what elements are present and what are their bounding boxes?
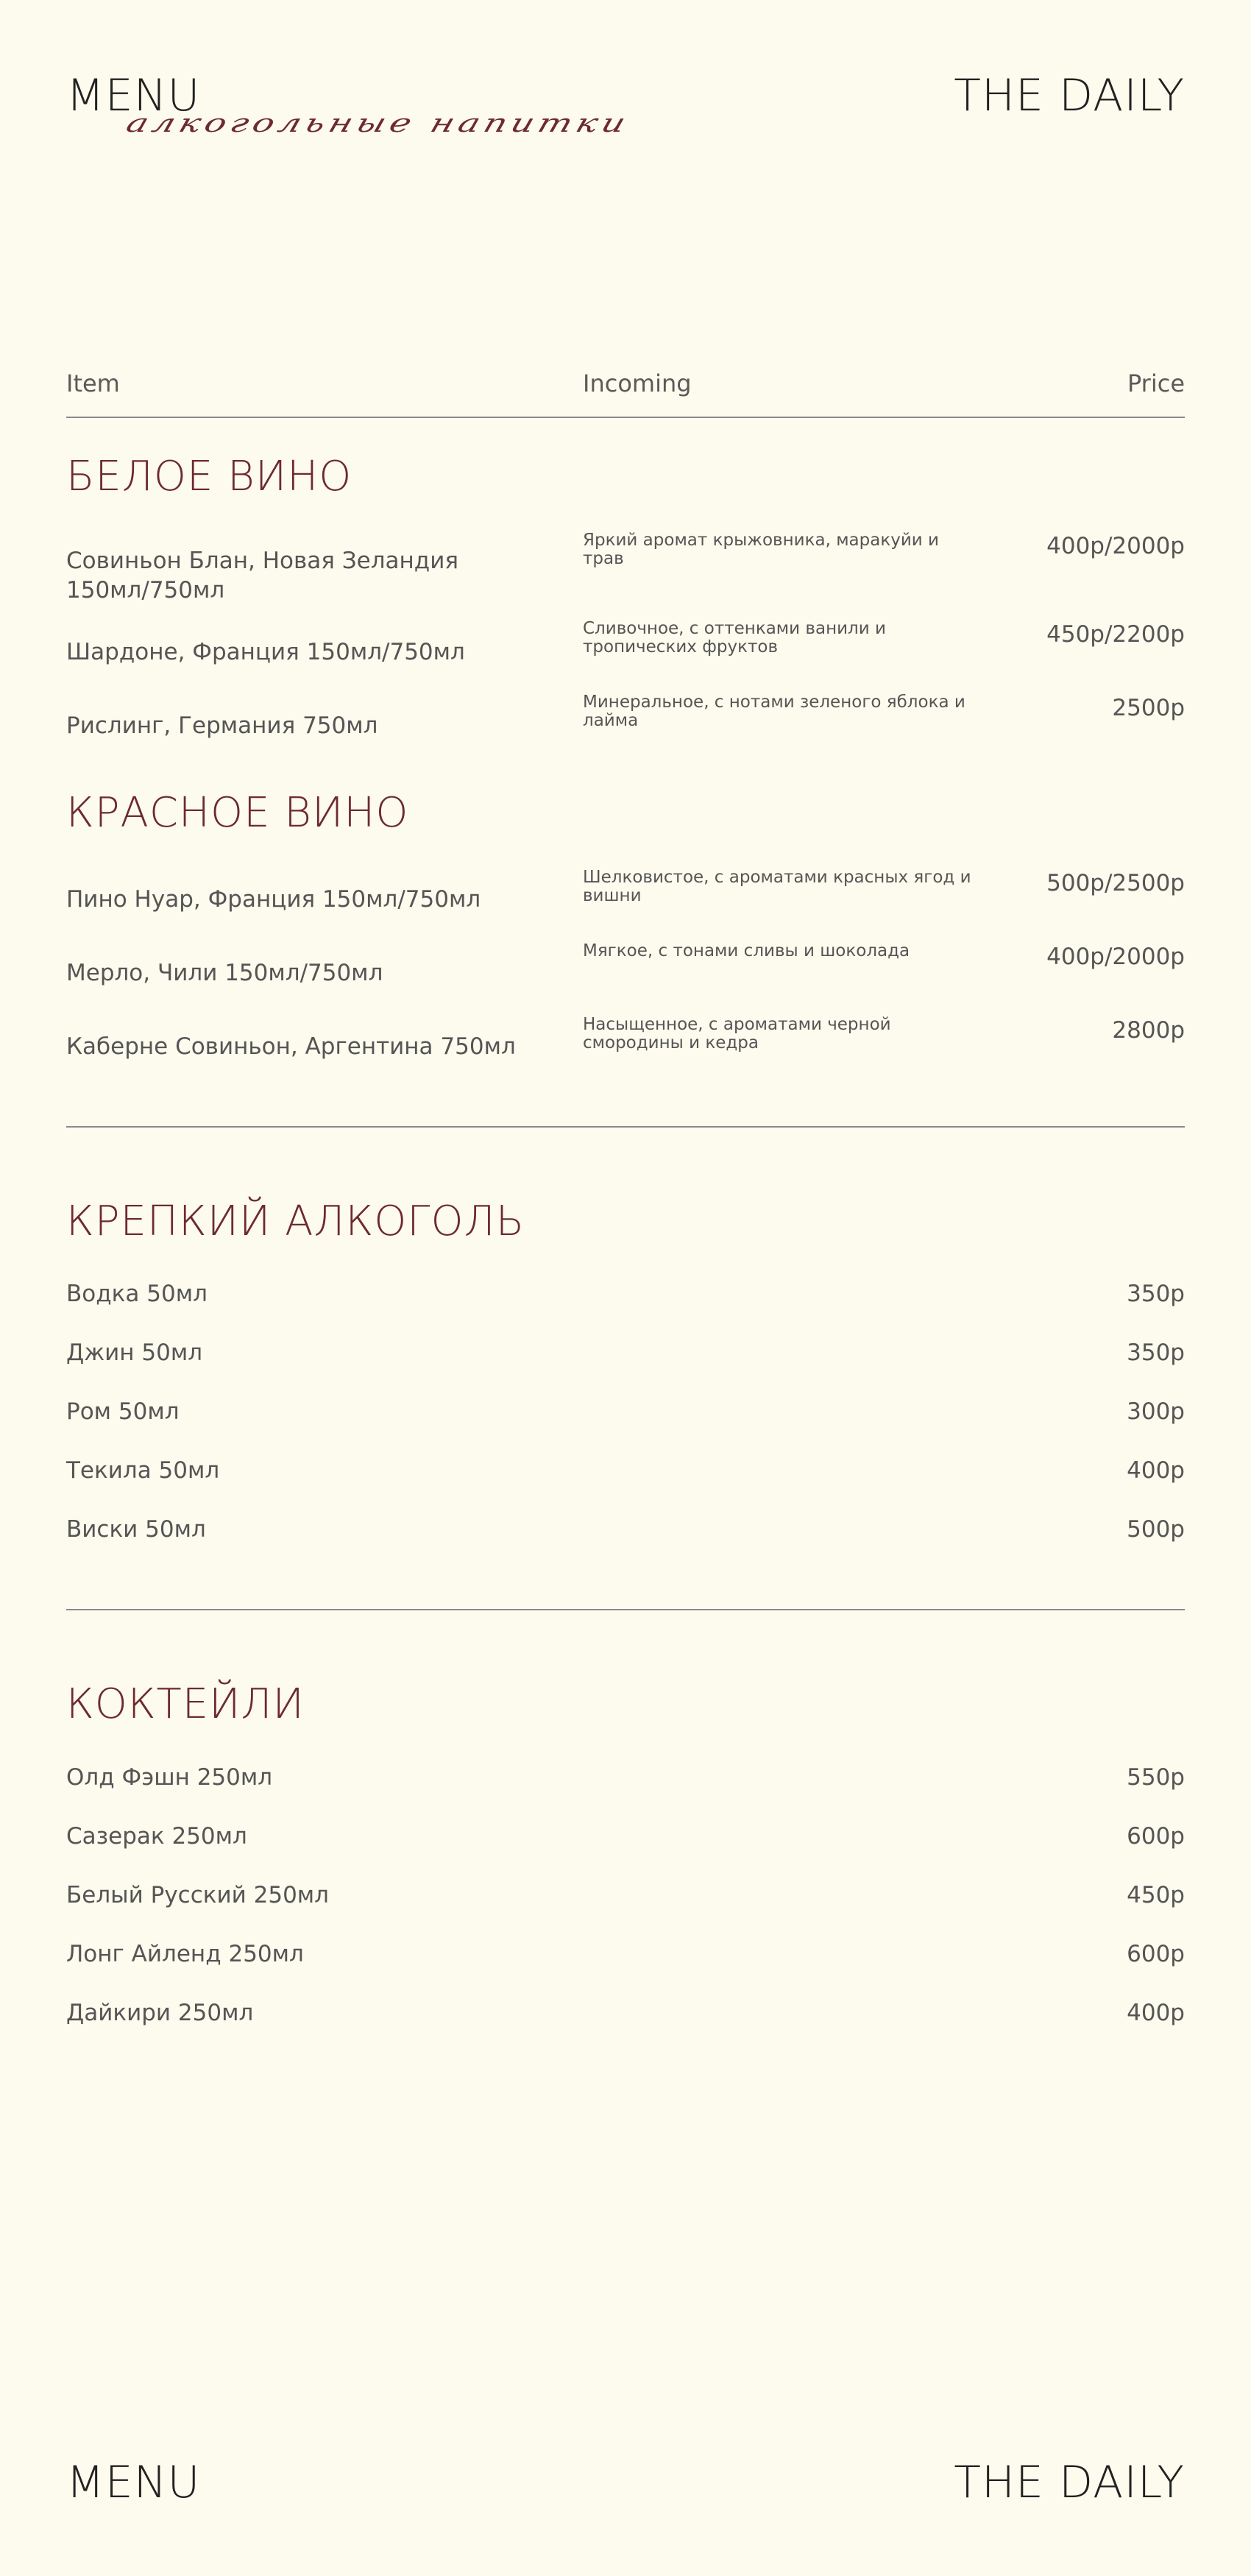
item-price: 450р/2200р bbox=[1046, 621, 1185, 648]
footer-brand-name: THE DAILY bbox=[954, 2457, 1185, 2508]
item-price: 500р/2500р bbox=[1046, 870, 1185, 896]
item-name: Белый Русский 250мл bbox=[66, 1882, 329, 1908]
section-title-white-wine: БЕЛОЕ ВИНО bbox=[66, 453, 352, 500]
item-name: Джин 50мл bbox=[66, 1340, 203, 1366]
item-price: 600р bbox=[1127, 1823, 1185, 1850]
item-description: Сливочное, с оттенками ванили и тропических фруктов bbox=[583, 619, 886, 657]
menu-row bbox=[66, 1283, 1185, 1312]
item-name: Виски 50мл bbox=[66, 1516, 206, 1543]
item-price: 400р/2000р bbox=[1046, 944, 1185, 970]
item-description: Яркий аромат крыжовника, маракуйи и трав bbox=[583, 531, 939, 568]
section-divider bbox=[66, 1126, 1185, 1128]
section-title-spirits: КРЕПКИЙ АЛКОГОЛЬ bbox=[66, 1197, 525, 1245]
item-price: 550р bbox=[1127, 1764, 1185, 1791]
item-name: Шардоне, Франция 150мл/750мл bbox=[66, 639, 465, 665]
item-price: 300р bbox=[1127, 1398, 1185, 1425]
brand-name: THE DAILY bbox=[954, 70, 1185, 121]
menu-row bbox=[66, 1459, 1185, 1489]
item-name: Рислинг, Германия 750мл bbox=[66, 712, 378, 739]
menu-subtitle: алкогольные напитки bbox=[122, 108, 634, 138]
item-name: Дайкири 250мл bbox=[66, 2000, 254, 2026]
item-name: Пино Нуар, Франция 150мл/750мл bbox=[66, 886, 481, 913]
column-header-item: Item bbox=[66, 369, 120, 397]
section-title-cocktails: КОКТЕЙЛИ bbox=[66, 1680, 305, 1728]
item-name: Каберне Совиньон, Аргентина 750мл bbox=[66, 1033, 516, 1060]
item-name: Ром 50мл bbox=[66, 1398, 180, 1425]
item-price: 400р bbox=[1127, 2000, 1185, 2026]
item-price: 350р bbox=[1127, 1281, 1185, 1307]
menu-row bbox=[66, 2002, 1185, 2031]
header-divider bbox=[66, 417, 1185, 418]
column-header-incoming: Incoming bbox=[583, 369, 692, 397]
item-price: 450р bbox=[1127, 1882, 1185, 1908]
column-header-price: Price bbox=[1127, 369, 1185, 397]
item-name: Совиньон Блан, Новая Зеландия 150мл/750мл bbox=[66, 548, 459, 604]
item-name: Лонг Айленд 250мл bbox=[66, 1941, 304, 1967]
item-description: Мягкое, с тонами сливы и шоколада bbox=[583, 941, 910, 960]
item-price: 500р bbox=[1127, 1516, 1185, 1543]
section-title-red-wine: КРАСНОЕ ВИНО bbox=[66, 789, 409, 837]
menu-row bbox=[66, 1884, 1185, 1914]
footer-menu-label: MENU bbox=[66, 2457, 201, 2508]
item-name: Мерло, Чили 150мл/750мл bbox=[66, 960, 383, 986]
item-description: Минеральное, с нотами зеленого яблока и лайма bbox=[583, 693, 965, 730]
item-name: Текила 50мл bbox=[66, 1457, 220, 1484]
menu-row bbox=[66, 1518, 1185, 1548]
item-description: Шелковистое, с ароматами красных ягод и вишни bbox=[583, 868, 971, 905]
item-name: Водка 50мл bbox=[66, 1281, 208, 1307]
menu-row bbox=[66, 1342, 1185, 1371]
menu-row bbox=[66, 1943, 1185, 1972]
menu-row bbox=[66, 1398, 1185, 1430]
item-price: 350р bbox=[1127, 1340, 1185, 1366]
item-name: Сазерак 250мл bbox=[66, 1823, 247, 1850]
item-name: Олд Фэшн 250мл bbox=[66, 1764, 273, 1791]
item-price: 2500р bbox=[1112, 695, 1185, 721]
item-price: 600р bbox=[1127, 1941, 1185, 1967]
section-divider bbox=[66, 1609, 1185, 1610]
item-description: Насыщенное, с ароматами черной смородины и кедра bbox=[583, 1015, 891, 1052]
menu-row bbox=[66, 1825, 1185, 1855]
item-price: 400р/2000р bbox=[1046, 533, 1185, 559]
item-price: 400р bbox=[1127, 1457, 1185, 1484]
item-price: 2800р bbox=[1112, 1017, 1185, 1044]
menu-label: MENU bbox=[66, 70, 201, 121]
menu-row bbox=[66, 1766, 1185, 1796]
